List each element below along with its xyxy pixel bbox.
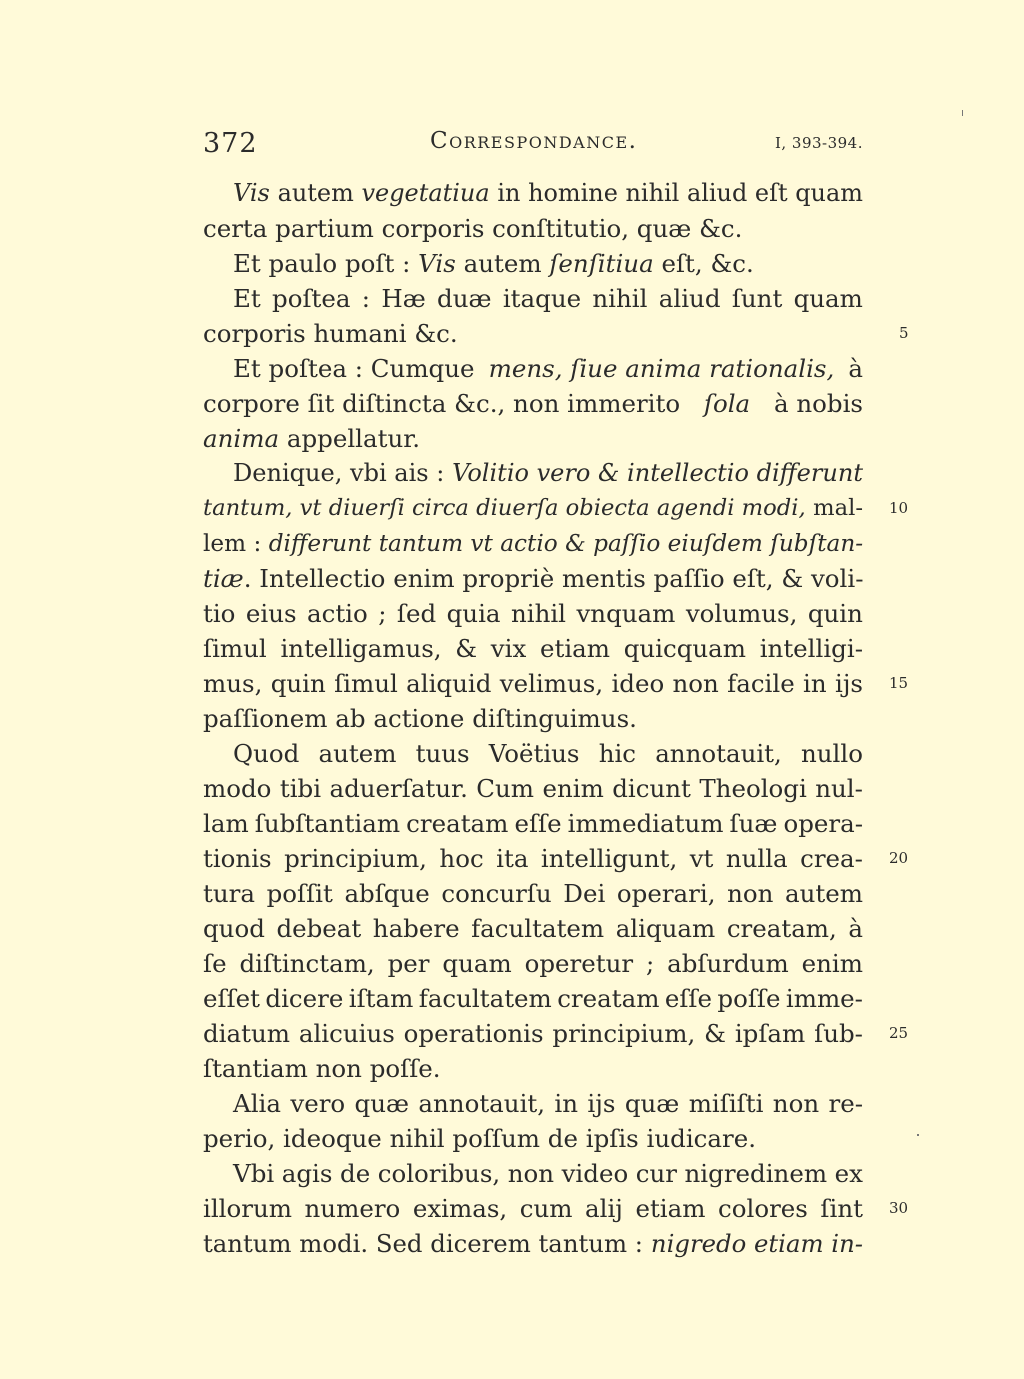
word: ; [645,949,655,978]
word: vt [689,844,714,873]
word: tio [203,599,236,628]
text-segment: Et poſtea : Cumque [233,354,483,383]
text-line [203,841,863,876]
word: debeat [276,914,362,943]
text-line [203,631,863,666]
word: poſſe [717,984,781,1013]
word: quod [203,914,265,943]
margin-line-number: 10 [889,499,909,517]
word: ſub- [814,1019,863,1048]
word: facultatem [471,914,605,943]
word: quin [270,669,326,698]
word: intelligamus, [280,634,442,663]
word: tibi [279,774,322,803]
text-line [203,526,863,561]
word: tionis [203,844,272,873]
word: Cum [476,774,535,803]
word: non [672,669,719,698]
word: operari, [616,879,716,908]
word: aliquam [615,914,716,943]
word: quæ [624,1089,680,1118]
italic-segment: nigredo etiam in- [650,1229,863,1258]
text-line [203,946,863,981]
word: ita [496,844,529,873]
text-line [203,806,863,841]
text-line [203,981,863,1016]
word: tuus [415,739,470,768]
word: numero [304,1194,401,1223]
word: hoc [439,844,484,873]
word: vero [290,1089,346,1118]
word: eius [245,599,297,628]
word: quæ [354,1089,410,1118]
word: creatam [557,984,660,1013]
word: facile [727,669,795,698]
italic-segment: tantum, vt diuerſi circa diuerſa obiecta agendi modi, [203,495,806,521]
margin-mark [962,110,963,116]
word: Vbi [233,1159,275,1188]
page-header [203,126,863,162]
word: colores [718,1194,808,1223]
word: Voëtius [488,739,580,768]
word: dicunt [612,774,691,803]
italic-segment: Vis [418,249,456,278]
word: actio [307,599,368,628]
word: creatam [406,809,509,838]
text-line [203,1051,863,1086]
text-line [233,456,863,491]
italic-segment: differunt tantum vt actio & paſſio eiuſdem ſubſtan- [268,530,864,557]
word: principium, [552,1019,696,1048]
margin-mark [917,1134,919,1136]
word: intelligi- [759,634,863,663]
word: nulla [725,844,788,873]
word: eximas, [412,1194,508,1223]
word: diatum [203,1019,290,1048]
word: Alia [233,1089,281,1118]
text-segment: appellatur. [279,424,421,453]
page-number: 372 [203,128,258,159]
word: nullo [801,739,863,768]
word: alicuius [298,1019,395,1048]
word: facultatem [418,984,552,1013]
italic-segment: mens, ſiue anima rationalis, [488,354,835,383]
text-segment: à nobis [766,389,863,418]
word: imme- [785,984,863,1013]
word: quam [442,949,512,978]
text-line [203,876,863,911]
text-line [203,666,863,701]
text-segment: à [840,354,863,383]
word: nihil [592,284,648,313]
word: à [848,914,863,943]
word: nul- [815,774,863,803]
word: quicquam [623,634,747,663]
word: eſſet [203,984,260,1013]
word: eſſe [514,809,562,838]
text-line [233,1156,863,1191]
word: Quod [233,739,300,768]
word: nihil [510,599,567,628]
word: coloribus, [377,1159,501,1188]
word: crea- [800,844,863,873]
margin-line-number: 30 [889,1199,909,1217]
word: cum [519,1194,573,1223]
word: abſurdum [667,949,789,978]
word: cur [635,1159,677,1188]
word: ſuæ [729,809,778,838]
word: Theologi [699,774,807,803]
word: in [554,1089,579,1118]
word: aduerſatur. [329,774,468,803]
word: lam [203,809,249,838]
word: ſint [820,1194,863,1223]
text-line [203,1191,863,1226]
word: ſubſtantiam [254,809,401,838]
word: non [507,1159,555,1188]
text-segment: corporis humani &c. [203,319,458,348]
word: ijs [587,1089,616,1118]
word: mus, [203,669,263,698]
text-segment: in homine nihil aliud eſt quam [489,179,863,207]
word: poſtea [272,284,351,313]
word: aliud [658,284,721,313]
word: ſimul [203,634,267,663]
text-segment: tantum modi. Sed dicerem tantum : [203,1229,651,1258]
word: de [340,1159,371,1188]
word: vnquam [576,599,676,628]
word: nigredinem [684,1159,828,1188]
text-line [233,351,863,386]
italic-segment: anima [203,424,280,453]
text-segment: autem [455,249,550,278]
word: autem [785,879,863,908]
word: iſtam [348,984,414,1013]
word: annotauit, [655,739,782,768]
word: Hæ [381,284,426,313]
word: ipſam [734,1019,806,1048]
word: non [727,879,774,908]
text-line [203,771,863,806]
italic-segment: ſenſitiua [549,249,654,278]
word: eſſe [664,984,712,1013]
word: annotauit, [418,1089,546,1118]
text-line [233,1086,863,1121]
text-line [203,1226,863,1261]
text-segment: Et paulo poſt : [233,249,419,278]
text-segment: lem : [203,530,269,557]
text-segment: perio, ideoque nihil poſſum de ipſis iudicare. [203,1124,757,1153]
margin-line-number: 25 [889,1024,909,1042]
word: abſque [344,879,430,908]
text-line [233,176,863,211]
word: & [704,1019,726,1048]
word: quia [446,599,501,628]
text-segment: Denique, vbi ais : [233,459,453,487]
word: velimus, [499,669,604,698]
word: etiam [539,634,610,663]
italic-segment: Volitio vero & intellectio differunt [452,459,863,487]
word: etiam [635,1194,706,1223]
word: enim [801,949,863,978]
text-line [233,281,863,316]
text-line [203,491,863,526]
word: poſſit [266,879,333,908]
word: miſiſti [688,1089,764,1118]
word: vix [490,634,527,663]
word: ſunt [731,284,783,313]
italic-segment: vegetatiua [361,179,490,207]
text-line [203,596,863,631]
word: operetur [524,949,634,978]
word: principium, [284,844,427,873]
text-line [203,1016,863,1051]
italic-segment: Vis [233,179,270,207]
text-segment: eſt, &c. [653,249,754,278]
word: creatam, [726,914,837,943]
page-reference: I, 393-394. [774,134,863,152]
word: re- [828,1089,863,1118]
word: intelligunt, [540,844,678,873]
word: alij [585,1194,623,1223]
margin-line-number: 20 [889,849,909,867]
word: hic [598,739,637,768]
word: duæ [437,284,492,313]
italic-segment: ſola [703,389,751,418]
word: Et [233,284,261,313]
word: per [387,949,430,978]
word: quam [793,284,863,313]
text-line [233,736,863,771]
text-line [203,911,863,946]
word: modo [203,774,272,803]
text-segment: corpore ſit diſtincta &c., non immerito [203,389,688,418]
text-segment: certa partium corporis conſtitutio, quæ &c. [203,214,743,243]
word: quin [807,599,863,628]
word: non [772,1089,820,1118]
word: aliquid [406,669,492,698]
text-segment: mal- [805,495,863,521]
text-line [203,701,863,736]
text-line [203,561,863,596]
word: enim [542,774,604,803]
word: agis [281,1159,333,1188]
word: : [361,284,371,313]
word: Dei [563,879,606,908]
word: ſimul [334,669,398,698]
word: ; [378,599,387,628]
word: ex [834,1159,863,1188]
text-line [203,316,863,351]
margin-line-number: 5 [899,324,909,342]
word: operationis [403,1019,544,1048]
word: volumus, [685,599,798,628]
word: autem [318,739,397,768]
word: ijs [834,669,863,698]
word: opera- [783,809,863,838]
word: itaque [502,284,582,313]
word: ideo [611,669,665,698]
word: in [803,669,827,698]
word: illorum [203,1194,292,1223]
word: video [561,1159,629,1188]
word: habere [372,914,460,943]
word: diſtinctam, [239,949,375,978]
word: concurſu [441,879,552,908]
word: immediatum [567,809,724,838]
word: & [455,634,478,663]
text-line [203,211,863,246]
text-segment: paſſionem ab actione diſtinguimus. [203,704,637,733]
text-line [203,1121,863,1156]
text-segment: ſtantiam non poſſe. [203,1054,441,1083]
word: ſed [396,599,437,628]
text-line [203,386,863,421]
text-segment: . Intellectio enim propriè mentis paſſio eſt, & voli- [243,564,864,593]
word: ſe [203,949,227,978]
margin-line-number: 15 [889,674,909,692]
text-segment: autem [269,179,362,207]
word: dicere [265,984,344,1013]
text-line [233,246,863,281]
text-line [203,421,863,456]
italic-segment: tiæ [203,564,244,593]
running-title: Correspondance. [430,128,638,154]
word: tura [203,879,255,908]
